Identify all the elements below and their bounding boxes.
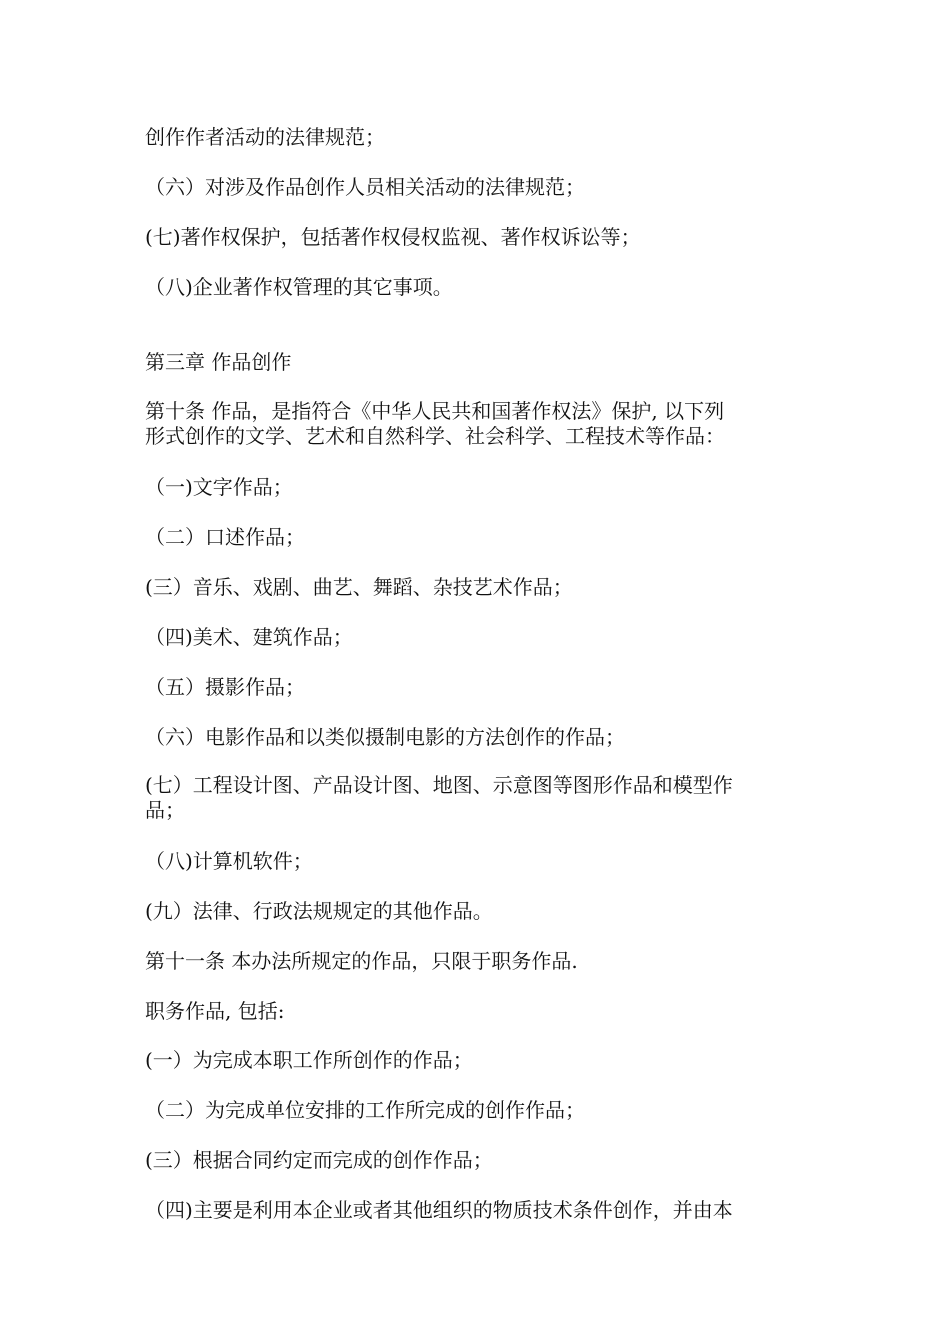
- list-item: （二）为完成单位安排的工作所完成的创作作品；: [145, 1098, 585, 1122]
- list-item: （四)主要是利用本企业或者其他组织的物质技术条件创作，并由本: [145, 1198, 733, 1222]
- text-line: （六）对涉及作品创作人员相关活动的法律规范；: [145, 175, 585, 199]
- list-item: (七）工程设计图、产品设计图、地图、示意图等图形作品和模型作: [145, 773, 733, 797]
- list-item: （五）摄影作品；: [145, 675, 305, 699]
- article-heading: 第十条 作品，是指符合《中华人民共和国著作权法》保护, 以下列: [145, 399, 725, 423]
- text-line: 形式创作的文学、艺术和自然科学、社会科学、工程技术等作品：: [145, 424, 725, 448]
- list-item: （六）电影作品和以类似摄制电影的方法创作的作品；: [145, 725, 625, 749]
- list-item: （二）口述作品；: [145, 525, 305, 549]
- text-line: 职务作品, 包括:: [145, 999, 285, 1023]
- text-line: (七)著作权保护，包括著作权侵权监视、著作权诉讼等；: [145, 225, 641, 249]
- list-item: （八)计算机软件；: [145, 849, 313, 873]
- list-item-continuation: 品；: [145, 798, 185, 822]
- text-line: （八)企业著作权管理的其它事项。: [145, 275, 453, 299]
- text-line: 创作作者活动的法律规范；: [145, 125, 385, 149]
- list-item: （四)美术、建筑作品；: [145, 625, 353, 649]
- list-item: (三）音乐、戏剧、曲艺、舞蹈、杂技艺术作品；: [145, 575, 573, 599]
- list-item: (九）法律、行政法规规定的其他作品。: [145, 899, 493, 923]
- article-heading: 第十一条 本办法所规定的作品，只限于职务作品.: [145, 949, 578, 973]
- chapter-heading: 第三章 作品创作: [145, 350, 292, 374]
- list-item: (一）为完成本职工作所创作的作品；: [145, 1048, 473, 1072]
- list-item: (三）根据合同约定而完成的创作作品；: [145, 1148, 493, 1172]
- list-item: （一)文字作品；: [145, 475, 293, 499]
